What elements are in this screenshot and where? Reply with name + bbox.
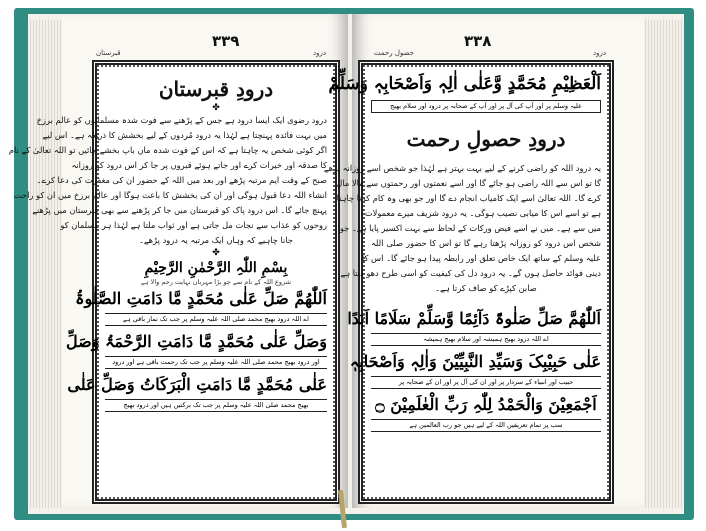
ornament: ✤ — [212, 103, 220, 113]
body-line: انشاء اللہ دعا قبول ہوگی اور ان کی بخشش کا باعث ہوگا اور عالم برزخ میں ان کو راحت — [13, 190, 327, 200]
body-line: کا صدقہ اور خیرات کرے اور جاتے ہوئے قبروں پر جا کر اس درود کو روزانہ — [71, 160, 327, 170]
page-number: ۳۳۹ — [212, 32, 240, 50]
body-line: کرے گا۔ اللہ تعالیٰ اسے ایک کامیاب انجام دے گا اور جو بھی وہ کام کرنا چاہتا — [336, 193, 601, 203]
verse-translation: سب پر تمام تعریفیں اللہ کے لیے ہیں جو رب العالمین ہے — [371, 419, 601, 432]
body-line: دینی فوائد حاصل ہوں گے۔ یہ درود دل کی کیفیت کو اسی طرح دھو دیتا ہے — [340, 268, 601, 278]
bismillah-translation: شروع اللہ کے نام سے جو بڑا مہربان نہایت رحم والا ہے — [140, 278, 292, 286]
verse-arabic: عَلٰی مُحَمَّدٍ مَّا دَامَتِ الْبَرَکَاتُ وَصَلِّ عَلٰی — [67, 375, 327, 394]
verse-translation: بھیج محمد صلی اللہ علیہ وسلم پر جب تک برکتیں ہیں اور درود بھیج — [105, 399, 327, 412]
running-head-inner: درود — [313, 49, 326, 57]
verse-translation: اور درود بھیج محمد صلی اللہ علیہ وسلم پر جب تک رحمت باقی ہے اور درود — [105, 356, 327, 369]
right-page-edges — [642, 20, 682, 508]
body-line: جانا چاہیے کہ وہاں ایک مرتبہ یہ درود پڑھے۔ — [138, 235, 294, 245]
running-head-outer: قبرستان — [96, 49, 121, 57]
verse-translation: علیہ وسلم پر اور آپ کی آل پر اور آپ کے صحابہ پر درود اور سلام بھیج — [371, 100, 601, 113]
right-page — [323, 14, 644, 508]
verse-arabic: اَللّٰھُمَّ صَلِّ صَلٰوۃً دَآئِمًا وَّسَلِّمْ سَلَامًا اَبَدًا — [347, 309, 601, 328]
left-page-edges — [30, 20, 64, 508]
bismillah: بِسْمِ اللّٰہِ الرَّحْمٰنِ الرَّحِیْمِ — [144, 260, 288, 276]
verse-arabic: اَجْمَعِیْنَ وَالْحَمْدُ لِلّٰہِ رَبِّ الْعٰلَمِیْنَ ۝ — [375, 395, 597, 414]
body-line: ہے تو اسے اس کا میابی نصیب ہوگی۔ یہ درود شریف میرے معمولات — [364, 208, 601, 218]
verse-arabic: اَللّٰھُمَّ صَلِّ عَلٰی مُحَمَّدٍ مَّا دَامَتِ الصَّلٰوۃُ — [75, 289, 327, 308]
body-line: صبح کے وقت ایم مرتبہ پڑھے اور بعد میں اللہ کے حضور ان کی مغفرت کی دعا کرے۔ — [36, 175, 327, 185]
body-line: صابن کپڑے کو صاف کرتا ہے۔ — [435, 283, 537, 293]
left-page — [8, 14, 348, 508]
body-line: علیہ وسلم کے ساتھ ایک خاص تعلق اور رابطہ پیدا ہو جائے گا۔ اس کا — [361, 253, 601, 263]
verse-arabic: عَلٰی حَبِیْبِکَ وَسَیِّدِ النَّبِیِّیْنَ وَاٰلِہٖ وَاَصْحَابِہٖ — [349, 352, 601, 371]
verse-arabic: اَلْعَظِیْمِ مُحَمَّدٍ وَّعَلٰی اٰلِہٖ وَاَصْحَابِہٖ وَسَلِّمْ — [328, 74, 601, 94]
body-line: شخص اس درود کو روزانہ پڑھتا رہے گا تو اس کا حضور صلی اللہ — [371, 238, 601, 248]
body-line: گا تو اس سے اللہ راضی ہو جائے گا اور اسے نعمتوں اور رحمتوں سے مالا مال — [336, 178, 601, 188]
verse-translation: اے اللہ درود بھیج ہمیشہ اور سلام بھیج ہمیشہ — [371, 333, 601, 346]
page-frame — [8, 60, 340, 504]
section-title: درودِ قبرستان — [158, 77, 274, 101]
body-line: روحوں کو عذاب سے نجات مل جاتی ہے اور ثواب ملتا ہے لہٰذا ہر مسلمان کو — [60, 220, 327, 230]
body-line: یہ درود اللہ کو راضی کرنے کے لیے بہت بہتر ہے لہٰذا جو شخص اسے روزانہ پڑھے — [323, 163, 601, 173]
body-line: درود رضوی ایک ایسا درود ہے جس کے پڑھنے سے فوت شدہ مسلمانوں کو عالم برزخ — [36, 115, 327, 125]
running-head-outer: حصول رحمت — [374, 49, 414, 57]
body-line: میں بہت فائدہ پہنچتا ہے لہٰذا یہ درود مُردوں کے لیے بخشش کا ذریعہ ہے۔ اس لیے — [42, 130, 327, 140]
running-head-inner: درود — [593, 49, 606, 57]
section-title: درودِ حصولِ رحمت — [406, 127, 566, 151]
body-text — [323, 161, 601, 296]
ornament: ✤ — [212, 248, 220, 258]
page-frame — [323, 60, 614, 504]
verse-translation: اے اللہ درود بھیج محمد صلی اللہ علیہ وسلم پر جب تک نماز باقی ہے — [105, 313, 327, 326]
page-number: ۳۳۸ — [464, 32, 492, 50]
body-line: اگر کوئی شخص یہ چاہتا ہے کہ اس کے فوت شدہ ماں باپ بخشے جائیں تو اللہ تعالیٰ کے نام — [8, 145, 327, 155]
verse-translation: حبیب اور انبیاء کے سردار پر اور ان کی آل پر اور ان کے صحابہ پر — [371, 376, 601, 389]
body-line: میں سے ہے۔ میں نے اسے فیض ورکات کے لحاظ سے بہت اکسیر پایا ہے۔ جو — [339, 223, 601, 233]
body-line: پہنچ جائے گا۔ اس درود پاک کو قبرستان میں جا کر پڑھنے سے بھی قبرستان میں پڑھنے — [32, 205, 327, 215]
verse-arabic: وَصَلِّ عَلٰی مُحَمَّدٍ مَّا دَامَتِ الرَّحْمَۃُ وَصَلِّ — [66, 332, 327, 351]
body-text — [8, 113, 327, 248]
